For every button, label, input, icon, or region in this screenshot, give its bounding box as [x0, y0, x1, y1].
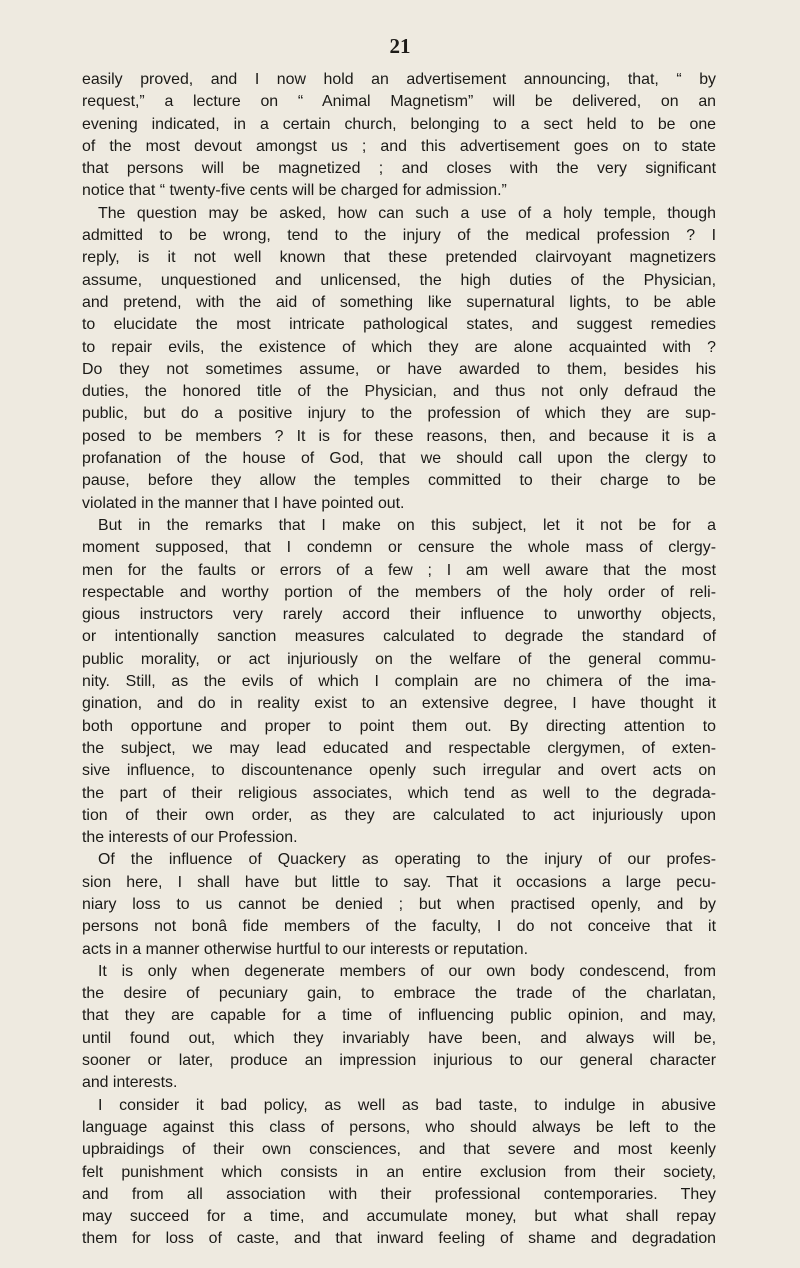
text-line: sive influence, to discountenance openly such irregular and overt acts on [82, 762, 716, 780]
text-line: acts in a manner otherwise hurtful to our interests or reputation. [82, 940, 529, 958]
text-line: the part of their religious associates, which tend as well to the degrada- [82, 784, 716, 802]
text-line: Of the influence of Quackery as operating to the injury of our profes- [98, 851, 716, 869]
text-line: men for the faults or errors of a few ; I am well aware that the most [82, 561, 716, 579]
text-line: nity. Still, as the evils of which I complain are no chimera of the ima- [82, 673, 716, 691]
text-line: may succeed for a time, and accumulate money, but what shall repay [82, 1208, 716, 1226]
text-line: felt punishment which consists in an entire exclusion from their society, [82, 1163, 716, 1181]
text-line: both opportune and proper to point them out. By directing attention to [82, 717, 716, 735]
text-line: sion here, I shall have but little to say. That it occasions a large pecu- [82, 873, 716, 891]
text-line: and interests. [82, 1074, 178, 1092]
text-line: tion of their own order, as they are calculated to act injuriously upon [82, 806, 716, 824]
text-line: upbraidings of their own consciences, and that severe and most keenly [82, 1141, 716, 1159]
text-line: It is only when degenerate members of our own body condescend, from [98, 962, 716, 980]
text-line: evening indicated, in a certain church, belonging to a sect held to be one [82, 115, 716, 133]
text-line: of the most devout amongst us ; and this advertisement goes on to state [82, 137, 716, 155]
text-line: reply, is it not well known that these pretended clairvoyant magnetizers [82, 249, 716, 267]
text-line: and from all association with their professional contemporaries. They [82, 1185, 716, 1203]
text-line: them for loss of caste, and that inward feeling of shame and degradation [82, 1230, 716, 1248]
text-line: Do they not sometimes assume, or have awarded to them, besides his [82, 360, 716, 378]
text-line: I consider it bad policy, as well as bad taste, to indulge in abusive [98, 1096, 716, 1114]
text-line: sooner or later, produce an impression injurious to our general character [82, 1052, 716, 1070]
text-line: persons not bonâ fide members of the faculty, I do not conceive that it [82, 918, 716, 936]
text-line: violated in the manner that I have pointed out. [82, 494, 405, 512]
text-line: request,” a lecture on “ Animal Magnetism” will be delivered, on an [82, 93, 716, 111]
text-line: to elucidate the most intricate pathological states, and suggest remedies [82, 316, 716, 334]
text-line: duties, the honored title of the Physician, and thus not only defraud the [82, 383, 716, 401]
text-line: gious instructors very rarely accord their influence to unworthy objects, [82, 606, 716, 624]
text-line: moment supposed, that I condemn or censure the whole mass of clergy- [82, 539, 716, 557]
text-line: easily proved, and I now hold an advertisement announcing, that, “ by [82, 71, 716, 88]
text-line: and pretend, with the aid of something like supernatural lights, to be able [82, 293, 716, 311]
page-number: 21 [389, 34, 411, 58]
text-line: language against this class of persons, who should always be left to the [82, 1118, 716, 1136]
text-line: The question may be asked, how can such a use of a holy temple, though [98, 204, 716, 222]
text-line: public morality, or act injuriously on the welfare of the general commu- [82, 650, 716, 668]
text-line: the desire of pecuniary gain, to embrace the trade of the charlatan, [82, 985, 716, 1003]
text-line: until found out, which they invariably have been, and always will be, [82, 1029, 716, 1047]
text-line: assume, unquestioned and unlicensed, the high duties of the Physician, [82, 271, 716, 289]
text-line: the subject, we may lead educated and respectable clergymen, of exten- [82, 739, 716, 757]
text-line: posed to be members ? It is for these reasons, then, and because it is a [82, 427, 716, 445]
text-line: public, but do a positive injury to the profession of which they are sup- [82, 405, 716, 423]
text-line: niary loss to us cannot be denied ; but when practised openly, and by [82, 895, 716, 913]
text-line: gination, and do in reality exist to an extensive degree, I have thought it [82, 695, 716, 713]
text-line: that persons will be magnetized ; and closes with the very significant [82, 160, 716, 178]
text-line: to repair evils, the existence of which they are alone acquainted with ? [82, 338, 716, 356]
text-line: that they are capable for a time of influencing public opinion, and may, [82, 1007, 716, 1025]
text-line: the interests of our Profession. [82, 829, 298, 847]
text-line: admitted to be wrong, tend to the injury of the medical profession ? I [82, 227, 716, 245]
text-line: notice that “ twenty-five cents will be charged for admission.” [82, 182, 507, 200]
text-line: But in the remarks that I make on this subject, let it not be for a [98, 516, 716, 534]
body-text [82, 69, 716, 1251]
text-line: respectable and worthy portion of the members of the holy order of reli- [82, 583, 716, 601]
text-line: pause, before they allow the temples committed to their charge to be [82, 472, 716, 490]
text-line: or intentionally sanction measures calculated to degrade the standard of [82, 628, 716, 646]
text-line: profanation of the house of God, that we should call upon the clergy to [82, 450, 716, 468]
